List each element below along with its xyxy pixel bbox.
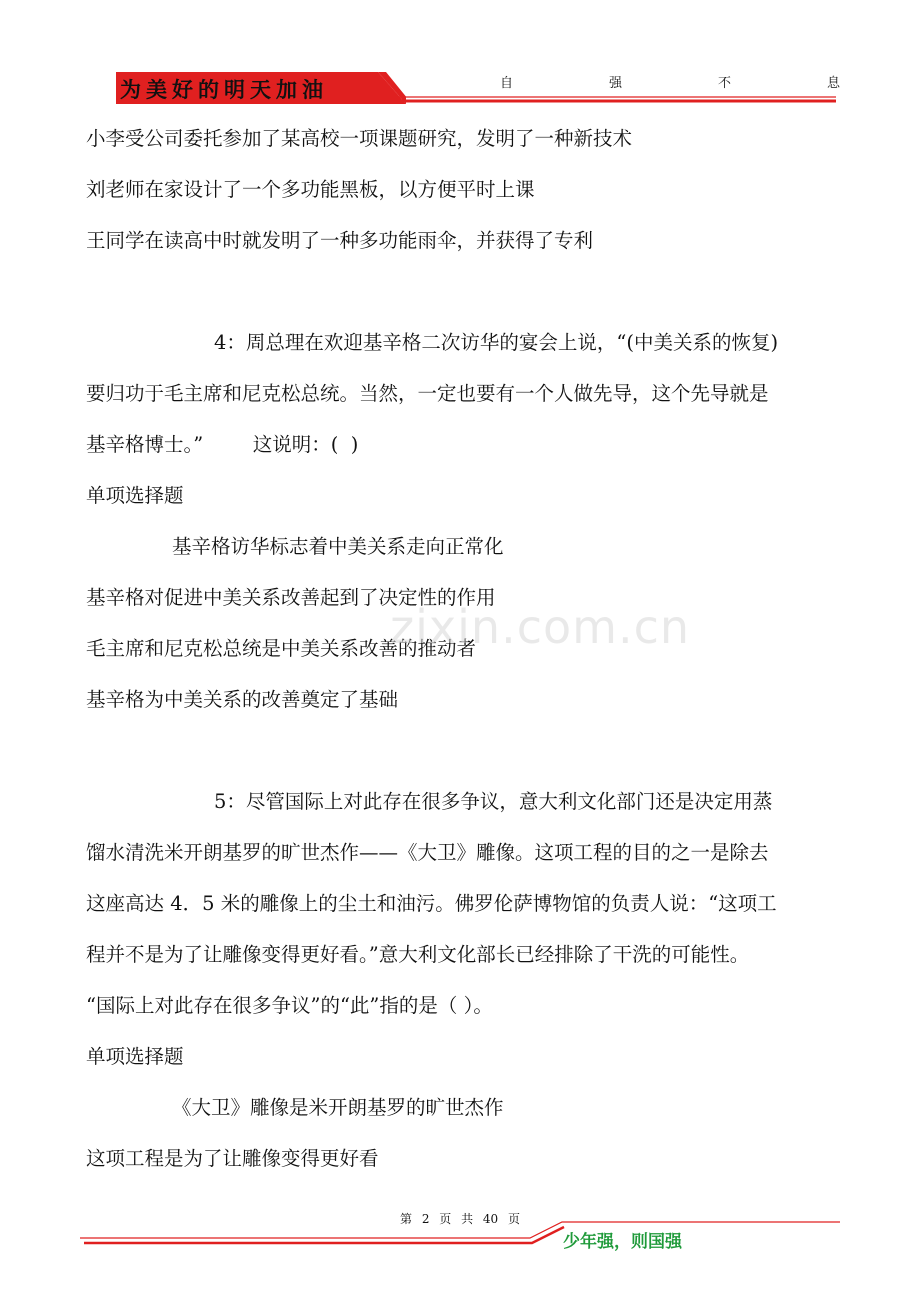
q4-option: 基辛格访华标志着中美关系走向正常化 [172, 535, 504, 558]
q5-text-line: 5：尽管国际上对此存在很多争议，意大利文化部门还是决定用蒸 [214, 790, 773, 813]
q4-option: 基辛格对促进中美关系改善起到了决定性的作用 [86, 586, 496, 609]
header-motto [500, 72, 840, 91]
motto-char: 不 [717, 76, 731, 91]
q5-option: 这项工程是为了让雕像变得更好看 [86, 1147, 379, 1170]
q3-option: 王同学在读高中时就发明了一种多功能雨伞，并获得了专利 [86, 229, 594, 252]
q5-text-line: 馏水清洗米开朗基罗的旷世杰作——《大卫》雕像。这项工程的目的之一是除去 [86, 841, 769, 864]
q5-text-line: 这座高达 4．5 米的雕像上的尘土和油污。佛罗伦萨博物馆的负责人说：“这项工 [86, 892, 777, 915]
page-number: 第 2 页 共 40 页 [400, 1212, 520, 1226]
q4-text-line: 要归功于毛主席和尼克松总统。当然，一定也要有一个人做先导，这个先导就是 [86, 382, 769, 405]
watermark: zixin.com.cn [390, 600, 691, 654]
q4-type: 单项选择题 [86, 484, 184, 507]
footer-slogan: 少年强，则国强 [563, 1232, 682, 1252]
motto-char: 息 [826, 76, 840, 91]
header-banner-text: 为美好的明天加油 [120, 77, 328, 102]
q5-type: 单项选择题 [86, 1045, 184, 1068]
q4-text-line: 基辛格博士。” 这说明：( ) [86, 433, 359, 456]
header-rule [396, 96, 836, 104]
q5-text-line: 程并不是为了让雕像变得更好看。”意大利文化部长已经排除了干洗的可能性。 [86, 943, 750, 966]
q5-option: 《大卫》雕像是米开朗基罗的旷世杰作 [172, 1096, 504, 1119]
footer-rule [80, 1220, 840, 1246]
motto-char: 自 [500, 76, 514, 91]
q4-option: 基辛格为中美关系的改善奠定了基础 [86, 688, 399, 711]
q5-text-line: “国际上对此存在很多争议”的“此”指的是（ ）。 [86, 994, 493, 1017]
q3-option: 小李受公司委托参加了某高校一项课题研究，发明了一种新技术 [86, 127, 633, 150]
header-banner [116, 72, 406, 104]
q4-option: 毛主席和尼克松总统是中美关系改善的推动者 [86, 637, 477, 660]
motto-char: 强 [608, 76, 622, 91]
q3-option: 刘老师在家设计了一个多功能黑板，以方便平时上课 [86, 178, 535, 201]
q4-text-line: 4：周总理在欢迎基辛格二次访华的宴会上说，“(中美关系的恢复) [214, 331, 779, 354]
